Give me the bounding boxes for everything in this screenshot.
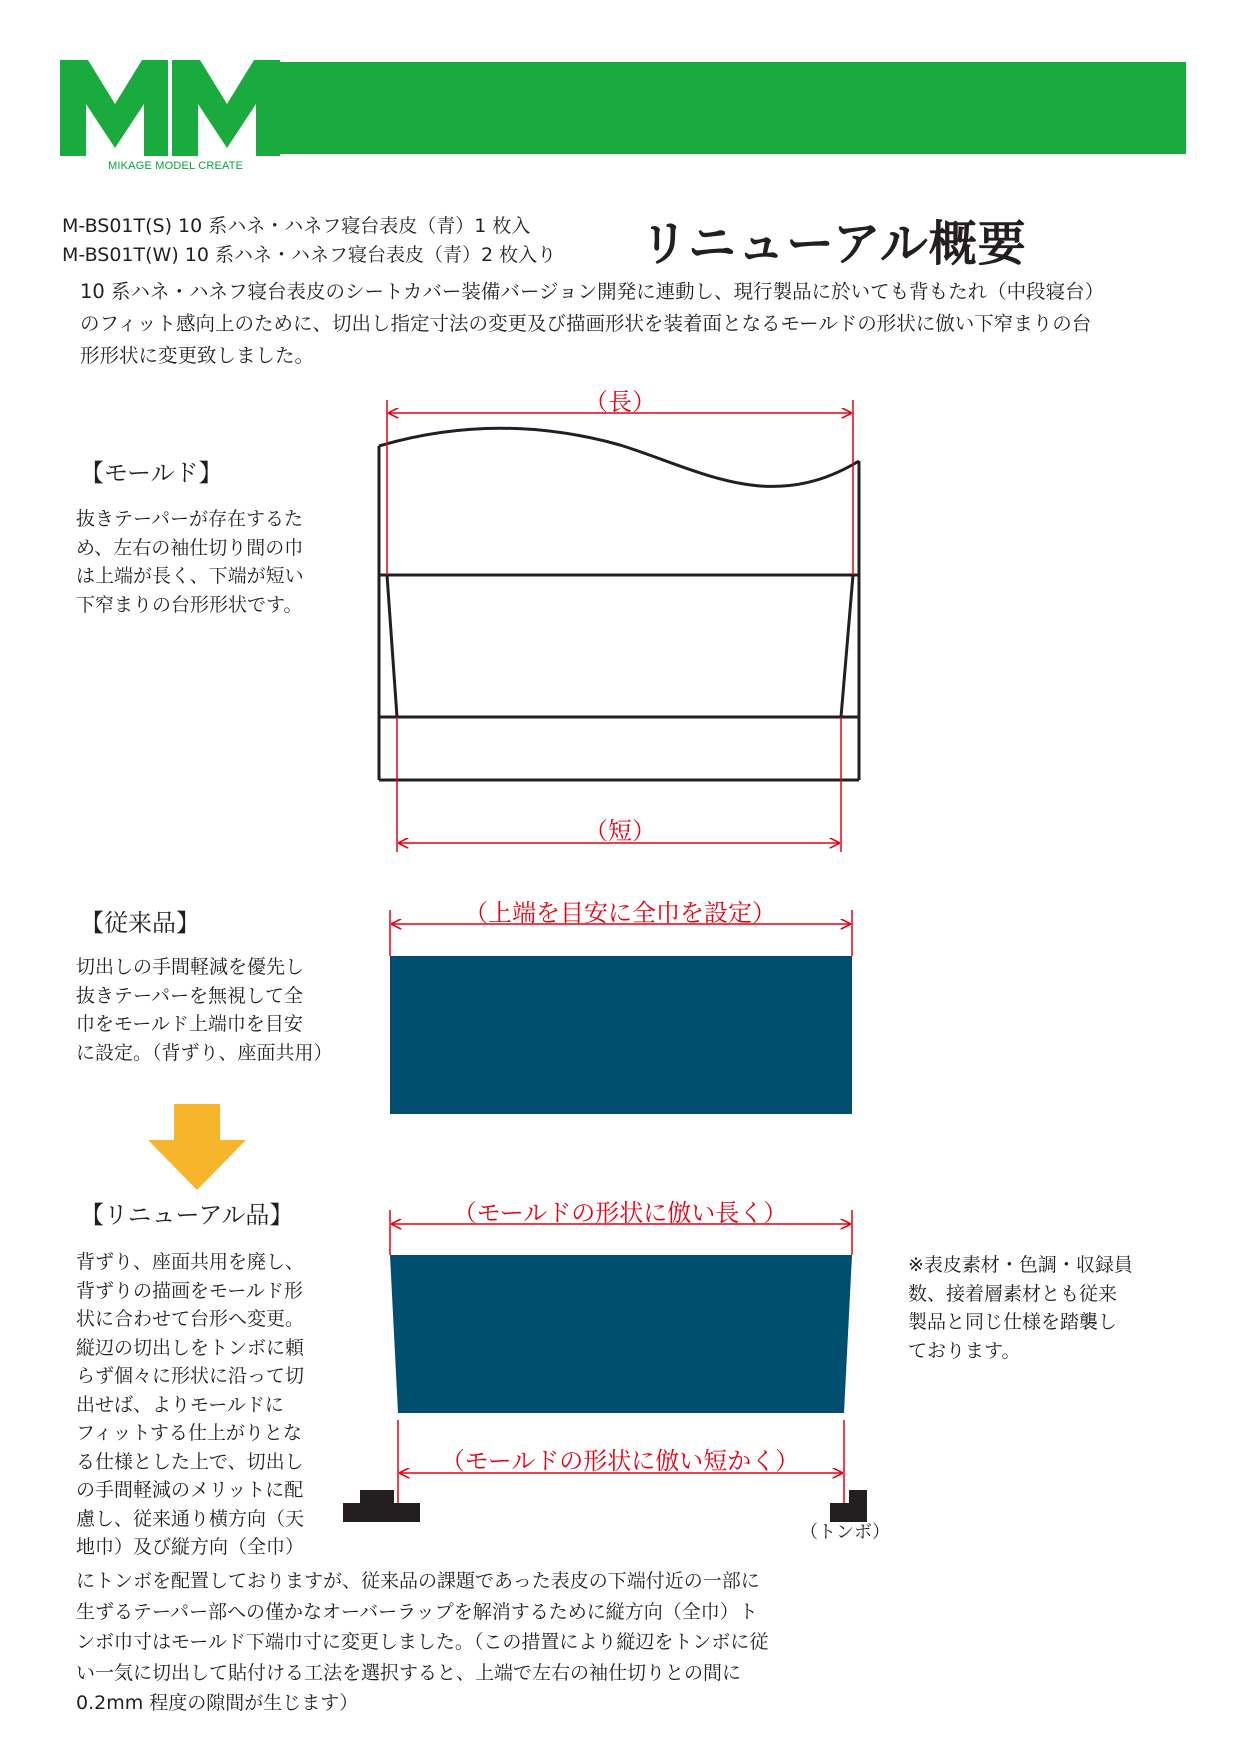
mold-taper-left xyxy=(387,575,397,717)
renewal-text-line: 状に合わせて台形へ変更。 xyxy=(76,1308,305,1330)
conventional-width-label: （上端を目安に全巾を設定） xyxy=(464,899,776,927)
short-dimension-label: （短） xyxy=(584,817,656,845)
mold-wave-top xyxy=(379,428,859,486)
note-line: 数、接着層素材とも従来 xyxy=(908,1282,1118,1305)
bottom-text-line: にトンボを配置しておりますが、従来品の課題であった表皮の下端付近の一部に xyxy=(76,1570,760,1592)
mold-text-line: 抜きテーパーが存在するた xyxy=(76,508,304,530)
long-dimension-label: （長） xyxy=(584,388,656,416)
page-title: リニューアル概要 xyxy=(640,216,1027,272)
renewal-text-line: 慮し、従来通り横方向（天 xyxy=(76,1507,305,1530)
mold-diagram xyxy=(379,428,859,780)
intro-line: 形形状に変更致しました。 xyxy=(80,344,315,367)
tombo-mark-left xyxy=(343,1490,420,1522)
product-line-1: M-BS01T(S) 10 系ハネ・ハネフ寝台表皮（青）1 枚入 xyxy=(62,215,531,237)
mold-heading: 【モールド】 xyxy=(80,459,223,487)
conventional-heading: 【従来品】 xyxy=(80,909,200,937)
bottom-text-line: ンボ巾寸はモールド下端巾寸に変更しました。（この措置により縦辺をトンボに従 xyxy=(76,1631,769,1653)
renewal-top-label: （モールドの形状に倣い長く） xyxy=(452,1199,788,1227)
mold-text-line: 下窄まりの台形形状です。 xyxy=(76,593,303,616)
renewal-text-line: る仕様とした上で、切出し xyxy=(76,1450,304,1473)
renewal-text-line: フィットする仕上がりとな xyxy=(76,1422,302,1444)
mold-text-line: は上端が長く、下端が短い xyxy=(76,565,304,587)
renewal-sheet xyxy=(390,1255,852,1413)
down-arrow-icon xyxy=(148,1104,246,1190)
conventional-text-line: 抜きテーパーを無視して全 xyxy=(76,984,304,1007)
note-line: ております。 xyxy=(908,1339,1021,1362)
logo-subtitle: MIKAGE MODEL CREATE xyxy=(108,160,244,172)
note-line: 製品と同じ仕様を踏襲し xyxy=(908,1311,1118,1333)
renewal-text-line: 背ずり、座面共用を廃し、 xyxy=(76,1251,305,1273)
renewal-text-line: らず個々に形状に沿って切 xyxy=(76,1365,305,1387)
renewal-text-line: の手間軽減のメリットに配 xyxy=(76,1479,304,1501)
intro-line: 10 系ハネ・ハネフ寝台表皮のシートカバー装備バージョン開発に連動し、現行製品に於いても背もたれ（中段寝台） xyxy=(80,280,1105,303)
bottom-text-line: 0.2mm 程度の隙間が生じます） xyxy=(76,1692,359,1714)
mold-dimensions xyxy=(387,400,853,852)
conventional-text-line: 切出しの手間軽減を優先し xyxy=(76,956,305,978)
intro-line: のフィット感向上のために、切出し指定寸法の変更及び描画形状を装着面となるモールドの形状に倣い下窄まりの台 xyxy=(80,312,1092,335)
conventional-sheet xyxy=(390,956,852,1114)
mold-text-line: め、左右の袖仕切り間の巾 xyxy=(76,536,304,559)
renewal-text-line: 地巾）及び縦方向（全巾） xyxy=(76,1536,305,1558)
product-line-2: M-BS01T(W) 10 系ハネ・ハネフ寝台表皮（青）2 枚入り xyxy=(62,244,557,266)
renewal-text-line: 背ずりの描画をモールド形 xyxy=(76,1279,303,1302)
bottom-text-line: い一気に切出して貼付ける工法を選択すると、上端で左右の袖仕切りとの間に xyxy=(76,1661,742,1684)
tombo-label: （トンボ） xyxy=(800,1522,890,1543)
renewal-bottom-label: （モールドの形状に倣い短かく） xyxy=(440,1447,800,1475)
note-line: ※表皮素材・色調・収録員 xyxy=(908,1254,1133,1276)
renewal-heading: 【リニューアル品】 xyxy=(80,1201,294,1229)
bottom-text-line: 生ずるテーパー部への僅かなオーバーラップを解消するために縦方向（全巾）ト xyxy=(76,1600,758,1623)
conventional-text-line: に設定。（背ずり、座面共用） xyxy=(76,1041,333,1064)
conventional-text-line: 巾をモールド上端巾を目安 xyxy=(76,1013,303,1035)
renewal-text-line: 縦辺の切出しをトンボに頼 xyxy=(76,1336,305,1359)
renewal-text-line: 出せば、よりモールドに xyxy=(76,1393,284,1416)
mold-taper-right xyxy=(841,575,853,717)
